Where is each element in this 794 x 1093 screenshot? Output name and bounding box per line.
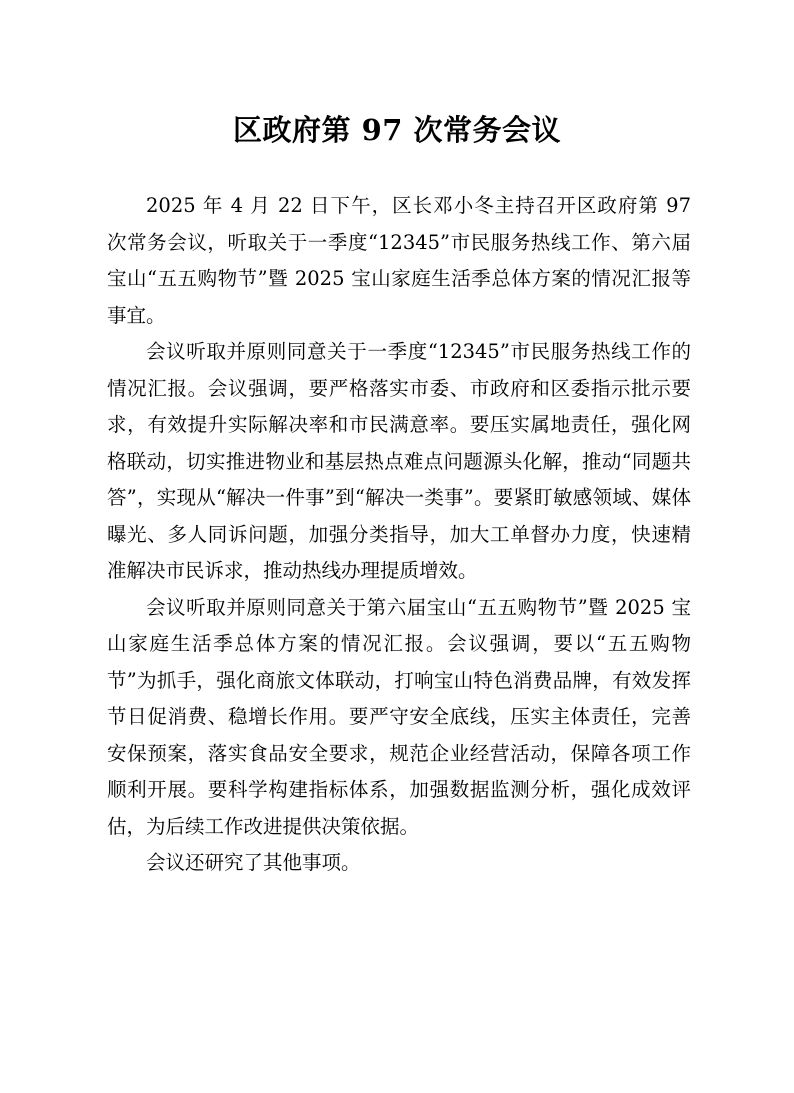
paragraph-other-matters: 会议还研究了其他事项。 [146, 851, 361, 874]
paragraph-intro: 2025 年 4 月 22 日下午，区长邓小冬主持召开区政府第 97 次常务会议，听取关于一季度“12345”市民服务热线工作、第六届宝山“五五购物节”暨 2025 宝山家庭生活季总体方案的情况汇报等事宜。 [107, 194, 691, 327]
document-body [107, 188, 691, 882]
document-title: 区政府第 97 次常务会议 [232, 113, 562, 147]
paragraph-hotline: 会议听取并原则同意关于一季度“12345”市民服务热线工作的情况汇报。会议强调，要严格落实市委、市政府和区委指示批示要求，有效提升实际解决率和市民满意率。要压实属地责任，强化网格联动，切实推进物业和基层热点难点问题源头化解，推动“同题共答”，实现从“解决一件事”到“解决一类事”。要紧盯敏感领域、媒体曝光、多人同诉问题，加强分类指导，加大工单督办力度，快速精准解决市民诉求，推动热线办理提质增效。 [107, 340, 691, 582]
paragraph-shopping-festival: 会议听取并原则同意关于第六届宝山“五五购物节”暨 2025 宝山家庭生活季总体方案的情况汇报。会议强调，要以“五五购物节”为抓手，强化商旅文体联动，打响宝山特色消费品牌，有效发挥节日促消费、稳增长作用。要严守安全底线，压实主体责任，完善安保预案，落实食品安全要求，规范企业经营活动，保障各项工作顺利开展。要科学构建指标体系，加强数据监测分析，强化成效评估，为后续工作改进提供决策依据。 [107, 595, 691, 838]
